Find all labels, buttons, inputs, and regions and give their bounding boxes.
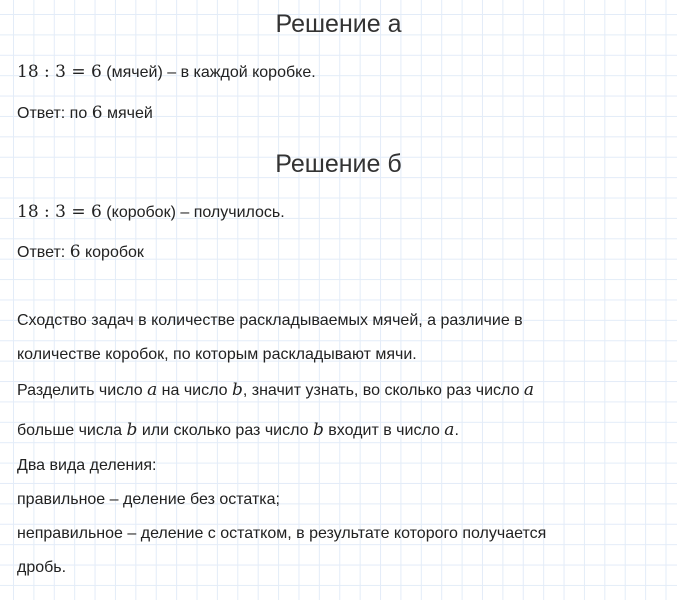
section-a-calculation <box>17 62 316 82</box>
text: Разделить число <box>17 382 148 399</box>
section-a-calculation-text: (мячей) – в каждой коробке. <box>101 64 316 81</box>
explanation-paragraph-2-line-1 <box>17 380 534 400</box>
text: на число <box>157 382 232 399</box>
text: входит в число <box>323 422 445 439</box>
section-a-title: Решение а <box>275 10 402 38</box>
section-b-answer <box>17 242 144 262</box>
section-b-title: Решение б <box>275 150 402 178</box>
text: , значит узнать, во сколько раз число <box>242 382 524 399</box>
answer-prefix: Ответ: <box>17 244 70 261</box>
answer-number: 6 <box>69 242 81 262</box>
text: или сколько раз число <box>137 422 313 439</box>
variable-a: a <box>523 380 535 400</box>
section-b-calculation-text: (коробок) – получилось. <box>101 204 285 221</box>
text: . <box>454 422 459 439</box>
explanation-paragraph-2-line-2 <box>17 420 459 440</box>
division-type-improper-line-1: неправильное – деление с остатком, в результате которого получается <box>17 525 547 542</box>
variable-b: b <box>231 380 243 400</box>
variable-b: b <box>312 420 324 440</box>
answer-suffix: мячей <box>102 105 153 122</box>
variable-b: b <box>126 420 138 440</box>
text: больше числа <box>17 422 127 439</box>
section-b-calculation <box>17 202 285 222</box>
answer-prefix: Ответ: по <box>17 105 92 122</box>
division-types-title: Два вида деления: <box>17 457 157 474</box>
division-type-improper-line-2: дробь. <box>17 559 67 576</box>
variable-a: a <box>444 420 455 440</box>
answer-suffix: коробок <box>80 244 144 261</box>
section-a-answer <box>17 103 153 123</box>
variable-a: a <box>147 380 158 400</box>
explanation-paragraph-1-line-1: Сходство задач в количестве раскладываемых мячей, а различие в <box>17 312 523 329</box>
explanation-paragraph-1-line-2: количестве коробок, по которым раскладывают мячи. <box>17 346 417 363</box>
division-type-proper: правильное – деление без остатка; <box>17 491 280 508</box>
answer-number: 6 <box>91 103 103 123</box>
section-b-expression: 18 : 3 = 6 <box>17 202 102 222</box>
section-a-expression: 18 : 3 = 6 <box>17 62 102 82</box>
